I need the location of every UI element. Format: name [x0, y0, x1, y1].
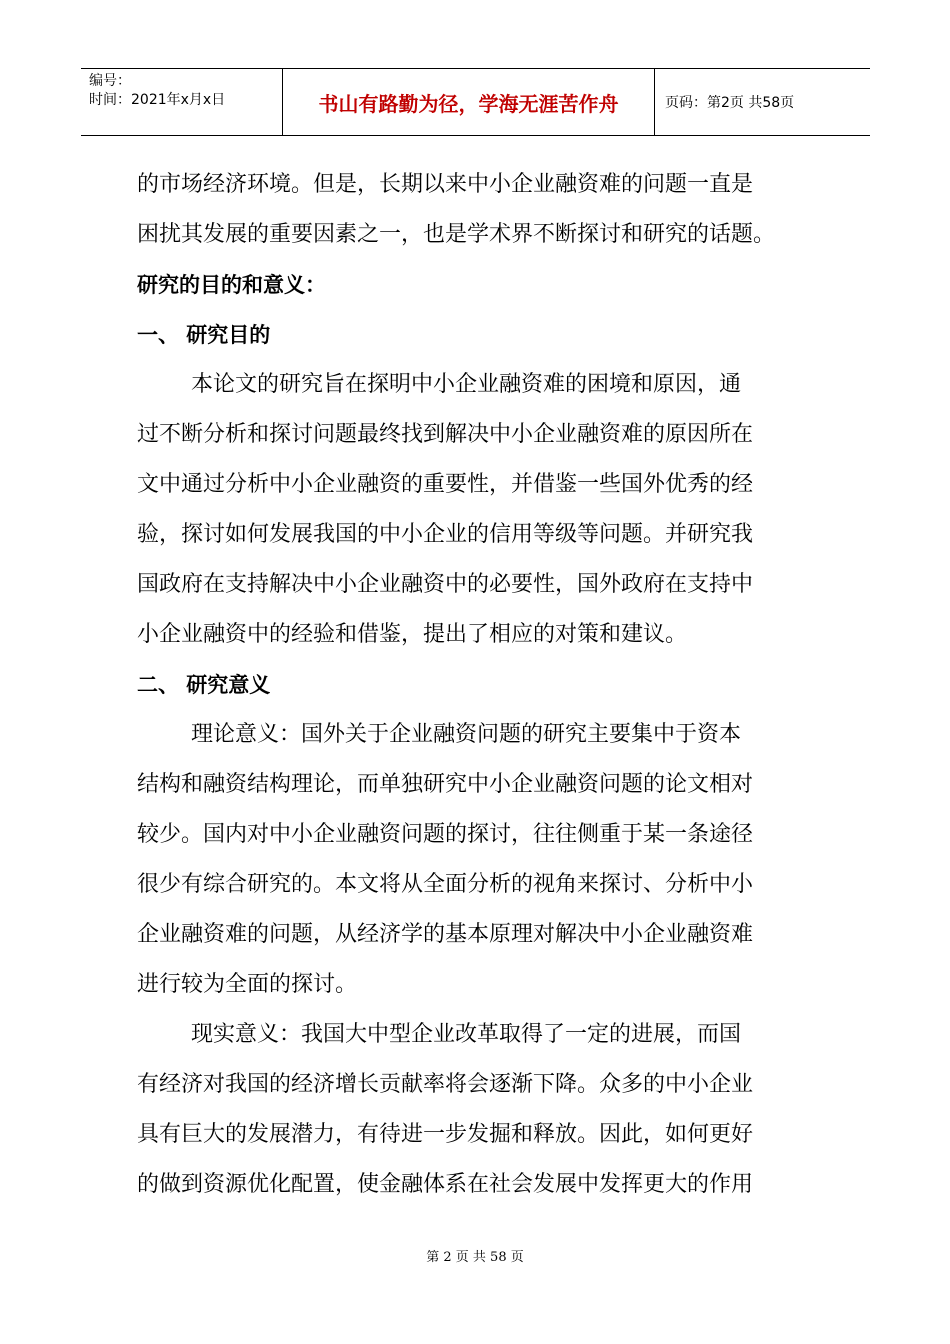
document-number-label: 编号： [89, 73, 131, 89]
body-line: 国政府在支持解决中小企业融资中的必要性，国外政府在支持中 [137, 572, 754, 597]
body-line: 文中通过分析中小企业融资的重要性，并借鉴一些国外优秀的经 [137, 472, 754, 497]
header-page-info: 页码：第2页 共58页 [665, 95, 795, 111]
header-meta [81, 69, 283, 135]
body-line: 企业融资难的问题，从经济学的基本原理对解决中小企业融资难 [137, 922, 754, 947]
document-date: 时间：2021年x月x日 [89, 92, 226, 108]
section-heading: 一、 研究目的 [137, 323, 271, 347]
body-line: 小企业融资中的经验和借鉴，提出了相应的对策和建议。 [137, 622, 688, 647]
section-heading: 研究的目的和意义： [137, 273, 326, 297]
body-line: 理论意义：国外关于企业融资问题的研究主要集中于资本 [191, 722, 742, 747]
body-line: 困扰其发展的重要因素之一，也是学术界不断探讨和研究的话题。 [137, 222, 776, 247]
header-motto: 书山有路勤为径，学海无涯苦作舟 [283, 69, 655, 135]
body-line: 过不断分析和探讨问题最终找到解决中小企业融资难的原因所在 [137, 422, 754, 447]
body-line: 验，探讨如何发展我国的中小企业的信用等级等问题。并研究我 [137, 522, 754, 547]
section-heading: 二、 研究意义 [137, 673, 271, 697]
page-header [81, 68, 870, 136]
body-line: 具有巨大的发展潜力，有待进一步发掘和释放。因此，如何更好 [137, 1122, 754, 1147]
body-line: 的做到资源优化配置，使金融体系在社会发展中发挥更大的作用 [137, 1172, 754, 1197]
body-line: 现实意义：我国大中型企业改革取得了一定的进展，而国 [191, 1022, 742, 1047]
body-line: 有经济对我国的经济增长贡献率将会逐渐下降。众多的中小企业 [137, 1072, 754, 1097]
body-line: 较少。国内对中小企业融资问题的探讨，往往侧重于某一条途径 [137, 822, 754, 847]
body-line: 很少有综合研究的。本文将从全面分析的视角来探讨、分析中小 [137, 872, 754, 897]
body-line: 进行较为全面的探讨。 [137, 972, 358, 997]
page-footer: 第 2 页 共 58 页 [426, 1250, 524, 1265]
body-line: 结构和融资结构理论，而单独研究中小企业融资问题的论文相对 [137, 772, 754, 797]
document-body [137, 160, 817, 1210]
body-line: 的市场经济环境。但是，长期以来中小企业融资难的问题一直是 [137, 172, 754, 197]
body-line: 本论文的研究旨在探明中小企业融资难的困境和原因，通 [191, 372, 742, 397]
